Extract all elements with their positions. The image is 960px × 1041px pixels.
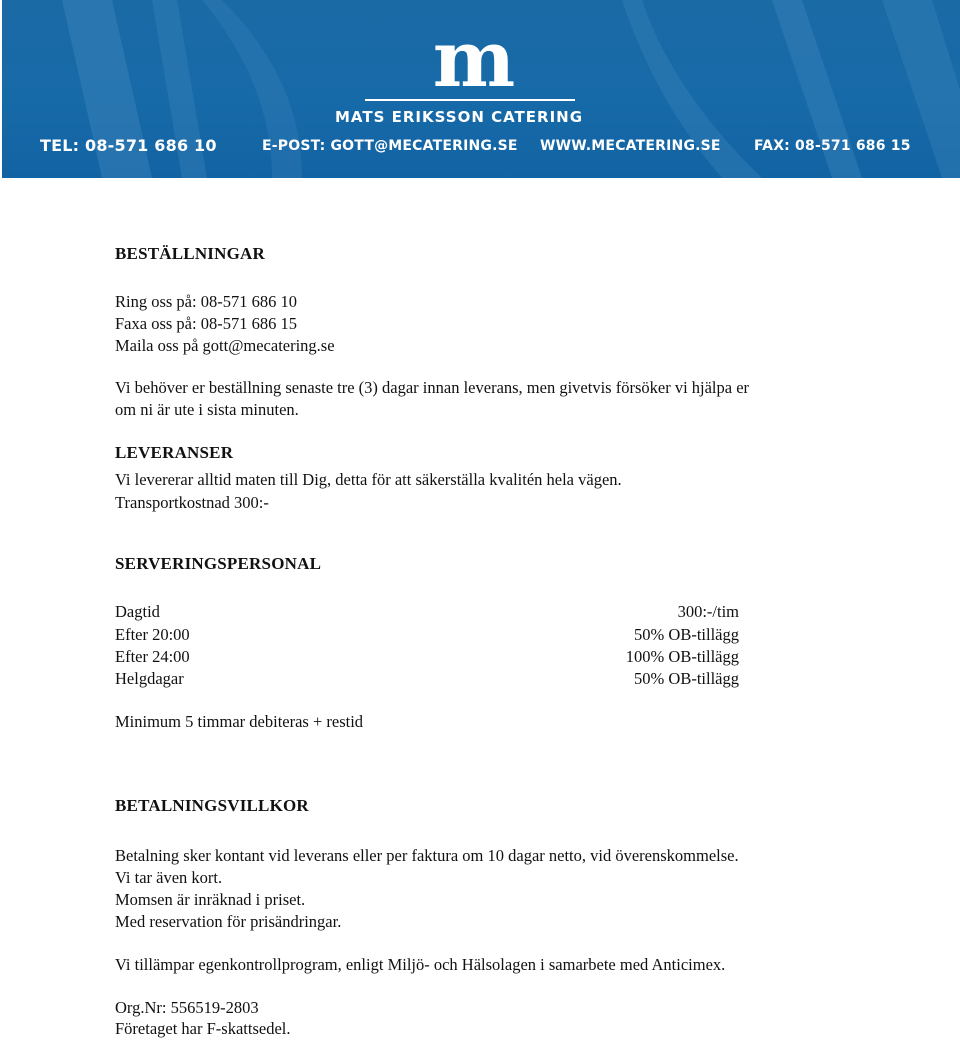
payment-line2: Vi tar även kort. xyxy=(115,868,223,887)
orders-phone: Ring oss på: 08-571 686 10 xyxy=(115,292,297,311)
orders-note-line2: om ni är ute i sista minuten. xyxy=(115,400,299,419)
logo-letter: m xyxy=(432,36,516,92)
org-number: Org.Nr: 556519-2803 xyxy=(115,998,259,1017)
orders-fax: Faxa oss på: 08-571 686 15 xyxy=(115,314,297,333)
header-website[interactable]: WWW.MECATERING.SE xyxy=(540,138,721,154)
staff-row-label: Helgdagar xyxy=(115,669,184,688)
company-name: MATS ERIKSSON CATERING xyxy=(335,108,584,126)
company-logo-icon xyxy=(422,36,526,92)
staff-row-value: 50% OB-tillägg xyxy=(634,625,739,644)
f-tax-note: Företaget har F-skattsedel. xyxy=(115,1019,291,1038)
header-banner xyxy=(2,0,960,178)
header-phone: TEL: 08-571 686 10 xyxy=(40,136,217,155)
staff-row-label: Efter 24:00 xyxy=(115,647,190,666)
orders-email[interactable]: Maila oss på gott@mecatering.se xyxy=(115,336,335,355)
staff-row-value: 50% OB-tillägg xyxy=(634,669,739,688)
header-email[interactable]: E-POST: GOTT@MECATERING.SE xyxy=(262,138,518,154)
header-fax: FAX: 08-571 686 15 xyxy=(754,138,911,154)
staff-row-value: 100% OB-tillägg xyxy=(625,647,739,666)
staff-heading: SERVERINGSPERSONAL xyxy=(115,554,322,573)
delivery-line1: Vi levererar alltid maten till Dig, detta för att säkerställa kvalitén hela vägen. xyxy=(115,470,622,489)
staff-row-value: 300:-/tim xyxy=(677,602,739,621)
delivery-line2: Transportkostnad 300:- xyxy=(115,493,269,512)
logo-divider xyxy=(365,99,575,101)
orders-note-line1: Vi behöver er beställning senaste tre (3) dagar innan leverans, men givetvis försöker vi hjälpa er xyxy=(115,378,750,397)
payment-heading: BETALNINGSVILLKOR xyxy=(115,796,309,815)
staff-minimum: Minimum 5 timmar debiteras + restid xyxy=(115,712,364,731)
staff-row-label: Efter 20:00 xyxy=(115,625,190,644)
payment-line1: Betalning sker kontant vid leverans eller per faktura om 10 dagar netto, vid överenskommelse. xyxy=(115,846,739,865)
staff-row-label: Dagtid xyxy=(115,602,160,621)
self-control-note: Vi tillämpar egenkontrollprogram, enligt Miljö- och Hälsolagen i samarbete med Anticimex. xyxy=(115,955,726,974)
payment-line3: Momsen är inräknad i priset. xyxy=(115,890,306,909)
orders-heading: BESTÄLLNINGAR xyxy=(115,244,265,263)
delivery-heading: LEVERANSER xyxy=(115,443,234,462)
payment-line4: Med reservation för prisändringar. xyxy=(115,912,342,931)
